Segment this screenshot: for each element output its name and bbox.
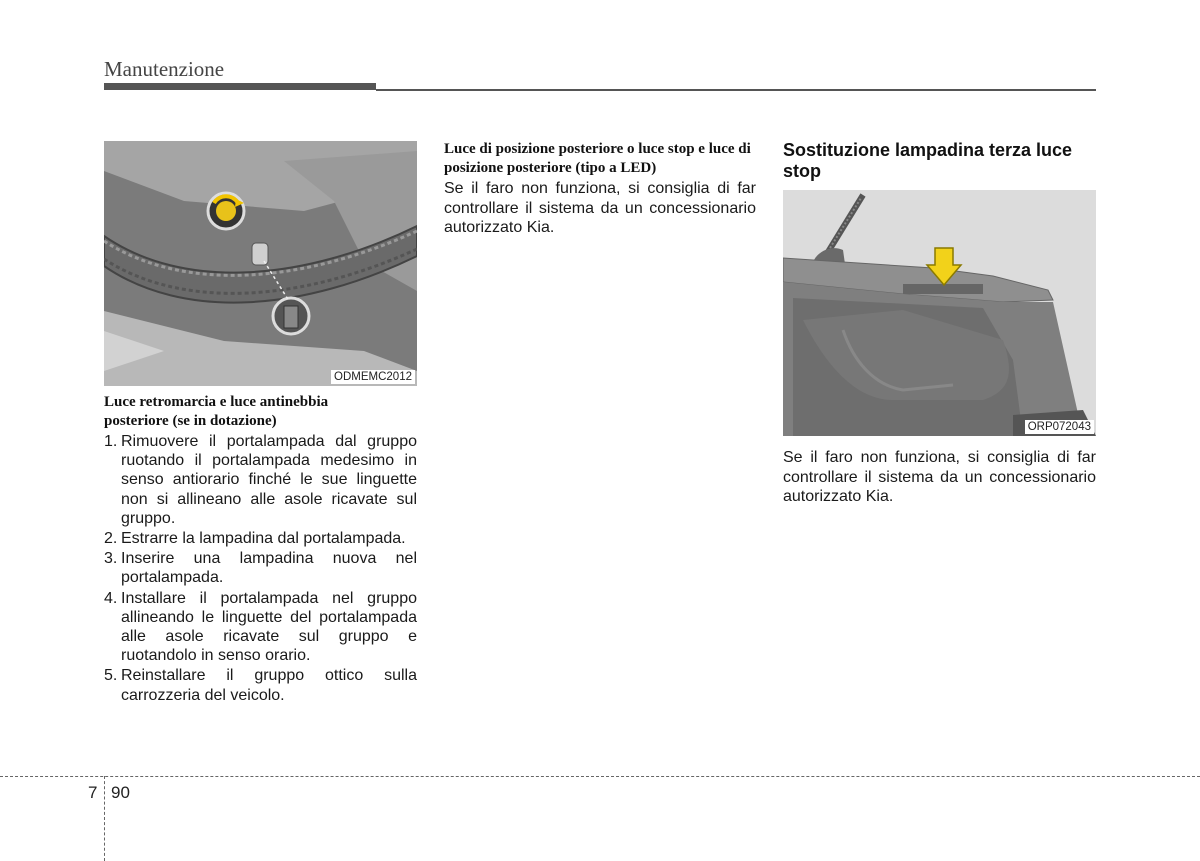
rear-car-illustration [783, 190, 1096, 436]
list-item [104, 666, 417, 704]
led-lamp-body: Se il faro non funziona, si consiglia di far controllare il sistema da un concessionario autorizzato Kia. [444, 180, 756, 236]
chapter-number: 7 [88, 783, 98, 802]
step-number: 3. [104, 550, 118, 568]
figure-bulb-holder [104, 141, 417, 386]
list-item [104, 589, 417, 666]
step-text: Rimuovere il portalampada dal gruppo ruotando il portalampada medesimo in senso antiorario finché le sue linguette non si allineano alle asole ricavate sul gruppo. [121, 433, 417, 527]
header-rule-thin [376, 89, 1096, 91]
subheading-led-lamp: Luce di posizione posteriore o luce stop e luce di posizione posteriore (tipo a LED) [444, 141, 751, 176]
section-title: Manutenzione [104, 57, 225, 81]
header-rule-thick [104, 83, 376, 90]
step-number: 5. [104, 667, 118, 685]
list-item [104, 432, 417, 528]
figure-code-label: ORP072043 [1025, 420, 1094, 434]
figure-third-brake-light [783, 190, 1096, 436]
bulb-holder-illustration [104, 141, 417, 386]
list-item [104, 549, 417, 587]
figure-code-label: ODMEMC2012 [331, 370, 415, 384]
step-number: 1. [104, 433, 118, 450]
list-item [104, 529, 417, 548]
step-text: Inserire una lampadina nuova nel portalampada. [121, 550, 417, 587]
step-number: 2. [104, 530, 118, 548]
footer-divider [0, 776, 1200, 777]
footer-vertical-divider [104, 776, 105, 861]
page-number: 90 [111, 783, 130, 802]
step-text: Installare il portalampada nel gruppo allineando le linguette del portalampada alle asole ricavate sul gruppo e ruotandolo in senso orario. [121, 589, 417, 665]
subheading-reverse-fog-lamp: Luce retromarcia e luce antinebbia posteriore (se in dotazione) [104, 394, 329, 429]
replacement-steps-list [104, 432, 417, 706]
heading-third-brake-light: Sostituzione lampadina terza luce stop [783, 140, 1073, 181]
step-number: 4. [104, 589, 118, 607]
step-text: Estrarre la lampadina dal portalampada. [121, 530, 406, 548]
third-brake-light-body: Se il faro non funziona, si consiglia di far controllare il sistema da un concessionario autorizzato Kia. [783, 449, 1096, 505]
step-text: Reinstallare il gruppo ottico sulla carrozzeria del veicolo. [121, 667, 417, 704]
